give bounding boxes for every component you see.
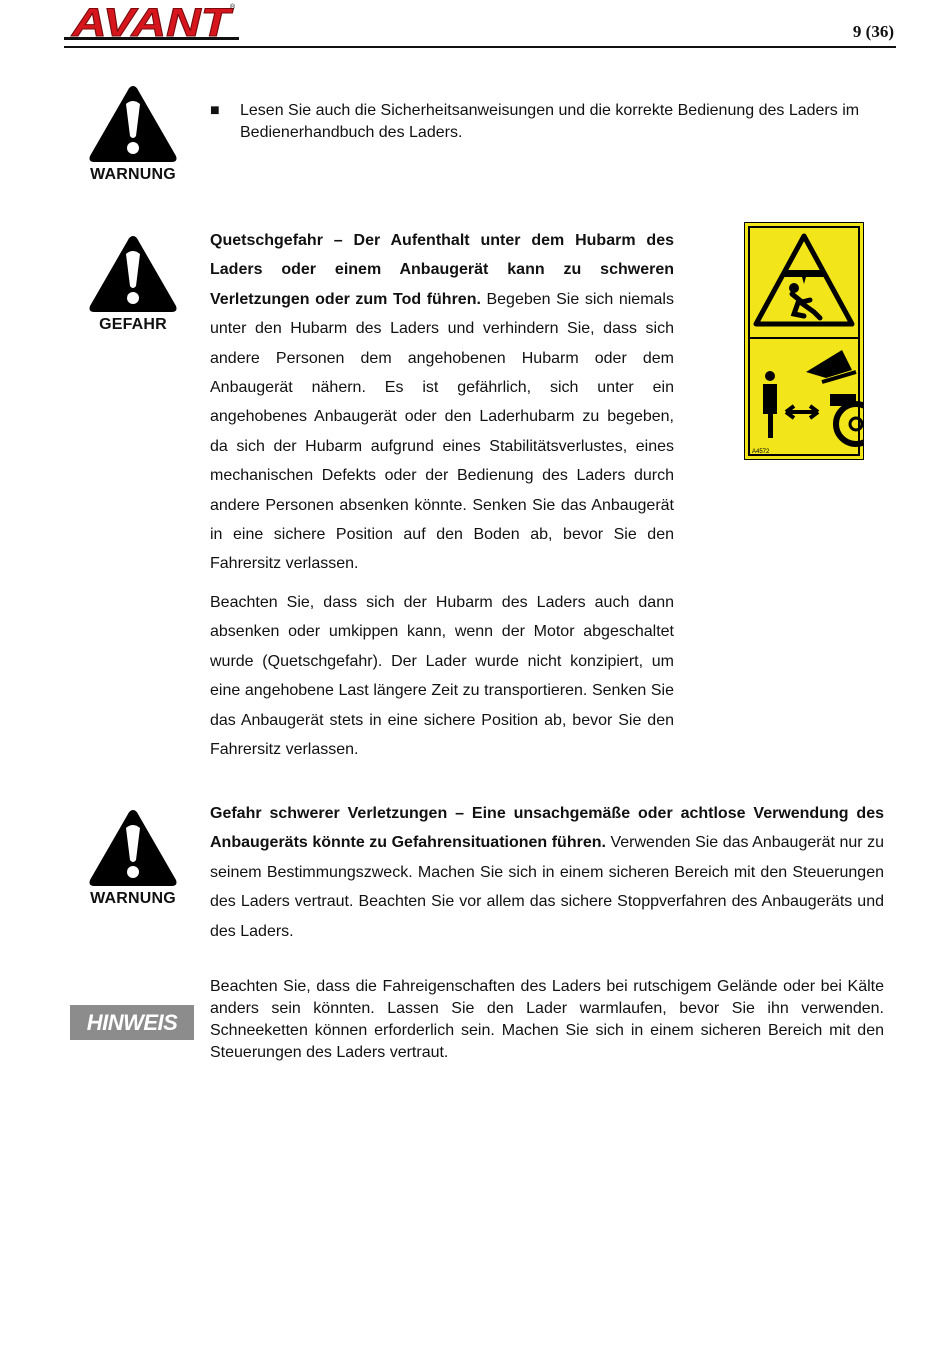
- decal-code: A4572: [752, 449, 770, 455]
- bullet-mark: ■: [210, 102, 220, 119]
- warning-paragraph: [210, 799, 884, 946]
- warning-label: WARNUNG: [90, 166, 176, 183]
- svg-text:®: ®: [230, 4, 236, 11]
- bullet-text: Lesen Sie auch die Sicherheitsanweisungen und die korrekte Bedienung des Laders im Bedienerhandbuch des Laders.: [240, 102, 860, 141]
- warning-triangle-icon: [87, 808, 179, 888]
- danger-bold-text: Quetschgefahr – Der Aufenthalt unter dem Hubarm des Laders oder einem Anbaugerät kann zu schweren Verletzungen oder zum Tod führen.: [210, 232, 674, 308]
- logo-text: AVANT: [70, 1, 235, 42]
- danger-label: GEFAHR: [99, 316, 167, 333]
- warning-label-2: WARNUNG: [90, 890, 176, 907]
- danger-paragraph: [210, 226, 674, 579]
- page-number: 9 (36): [852, 22, 894, 41]
- warning-triangle-icon: [87, 84, 179, 164]
- danger-body-text: Begeben Sie sich niemals unter den Hubarm des Laders und verhindern Sie, dass sich andere Personen dem angehobenen Hubarm oder dem Anbaugerät nähern. Es ist gefährlich, sich unter ein angehobenes Anbaugerät oder den Laderhubarm zu begeben, da sich der Hubarm aufgrund eines Stabilitätsverlustes, eines mechanischen Defekts oder der Bedienung des Laders durch andere Personen absenken könnte. Senken Sie das Anbaugerät in eine sichere Position auf den Boden ab, bevor Sie den Fahrersitz verlassen.: [210, 290, 674, 573]
- avant-logo: [64, 0, 239, 42]
- warning-body-text: Verwenden Sie das Anbaugerät nur zu seinem Bestimmungszweck. Machen Sie sich in einem sicheren Bereich mit den Steuerungen des Laders vertraut. Beachten Sie vor allem das sichere Stoppverfahren des Anbaugeräts und des Laders.: [210, 834, 885, 940]
- page-header: [64, 0, 896, 48]
- crush-hazard-decal: [744, 222, 864, 460]
- notice-badge: HINWEIS: [70, 1005, 194, 1040]
- warning-bold-text: Gefahr schwerer Verletzungen – Eine unsachgemäße oder achtlose Verwendung des Anbaugeräts könnte zu Gefahrensituationen führen.: [210, 805, 884, 852]
- warning-sign-2: [78, 808, 188, 908]
- danger-sign: [78, 234, 188, 334]
- bullet-item: [210, 100, 884, 144]
- person-icon: [765, 371, 775, 381]
- danger-triangle-icon: [87, 234, 179, 314]
- danger-paragraph-2: Beachten Sie, dass sich der Hubarm des Laders auch dann absenken oder umkippen kann, wenn der Motor abgeschaltet wurde (Quetschgefahr). Der Lader wurde nicht konzipiert, um eine angehobene Last längere Zeit zu transportieren. Senken Sie das Anbaugerät stets in eine sichere Position ab, bevor Sie den Fahrersitz verlassen.: [210, 594, 674, 759]
- notice-paragraph: Beachten Sie, dass die Fahreigenschaften des Laders bei rutschigem Gelände oder bei Kälte anders sein könnten. Lassen Sie den Lader warmlaufen, bevor Sie ihn verwenden. Schneeketten können erforderlich sein. Machen Sie sich in einem sicheren Bereich mit den Steuerungen des Laders vertraut.: [210, 978, 884, 1061]
- warning-sign: [78, 84, 188, 184]
